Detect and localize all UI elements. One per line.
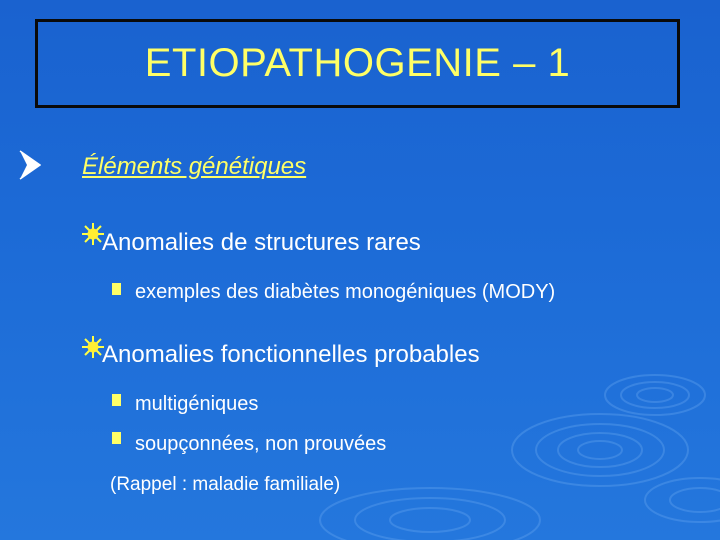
arrow-bullet-icon bbox=[19, 150, 41, 180]
slide-title: ETIOPATHOGENIE – 1 bbox=[144, 41, 571, 85]
sun-bullet-icon bbox=[82, 223, 104, 245]
square-bullet-icon bbox=[112, 394, 121, 406]
title-box bbox=[35, 19, 680, 108]
sub-point-text: exemples des diabètes monogéniques (MODY) bbox=[135, 281, 556, 303]
square-bullet-icon bbox=[112, 283, 121, 295]
section-heading: Éléments génétiques bbox=[82, 153, 307, 180]
square-bullet-icon bbox=[112, 432, 121, 444]
sub-point-text: soupçonnées, non prouvées bbox=[135, 433, 387, 455]
point-label: Anomalies fonctionnelles probables bbox=[102, 341, 480, 368]
sun-bullet-icon bbox=[82, 336, 104, 358]
sub-point-text: multigéniques bbox=[135, 393, 259, 415]
reminder-note: (Rappel : maladie familiale) bbox=[110, 474, 341, 495]
point-label: Anomalies de structures rares bbox=[102, 229, 421, 256]
